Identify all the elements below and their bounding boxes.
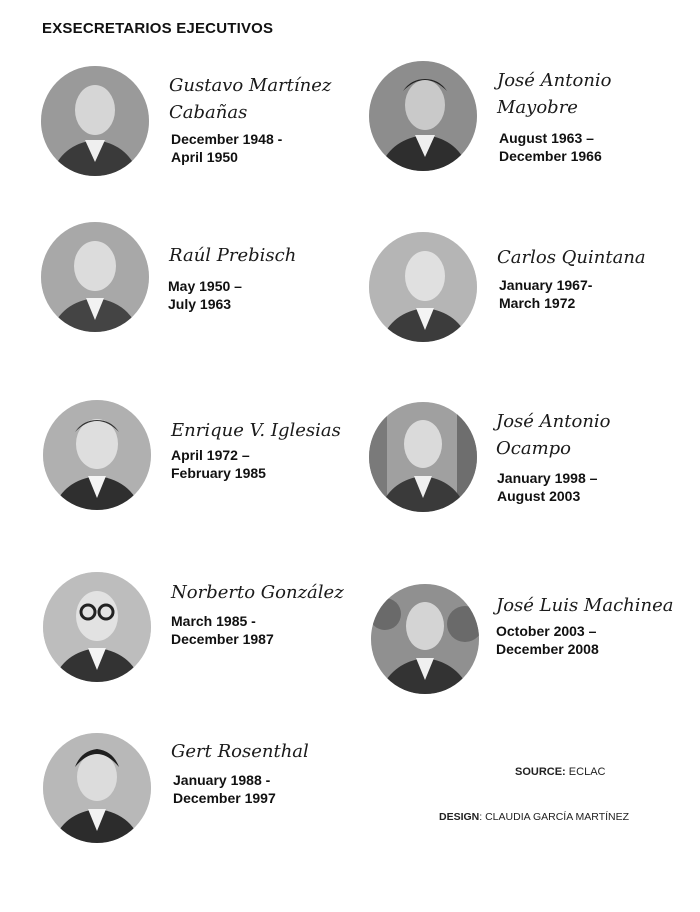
person-card-quintana <box>369 232 699 352</box>
portrait-photo <box>41 66 149 176</box>
term-dates <box>171 130 371 166</box>
term-end: August 2003 <box>497 488 581 504</box>
person-name <box>496 408 696 462</box>
source-value: ECLAC <box>568 766 606 778</box>
term-end: July 1963 <box>168 296 232 312</box>
name-line: Cabañas <box>169 102 248 123</box>
name-line: Norberto González <box>171 582 344 603</box>
term-dates <box>499 129 699 165</box>
term-dates <box>497 469 697 505</box>
person-card-gonzalez <box>43 572 373 692</box>
person-name <box>169 242 369 269</box>
term-dates <box>173 771 373 807</box>
term-start: October 2003 – <box>496 623 597 639</box>
portrait-photo <box>43 400 151 510</box>
name-line: Gustavo Martínez <box>169 75 332 96</box>
source-label: SOURCE: <box>515 766 566 778</box>
person-card-ocampo <box>369 402 699 522</box>
term-start: April 1972 – <box>171 447 250 463</box>
design-credit <box>439 811 629 823</box>
term-start: January 1988 - <box>173 772 271 788</box>
person-card-mayobre <box>369 61 699 181</box>
name-line: Ocampo <box>496 438 571 459</box>
name-line: José Luis Machinea <box>496 595 674 616</box>
portrait-photo <box>43 733 151 843</box>
person-name <box>169 72 369 126</box>
person-card-prebisch <box>41 222 371 342</box>
page-title: EXSECRETARIOS EJECUTIVOS <box>42 20 274 37</box>
portrait-silhouette-icon <box>369 61 477 171</box>
term-end: December 1997 <box>173 790 276 806</box>
term-end: December 1966 <box>499 148 602 164</box>
person-name <box>171 579 371 606</box>
portrait-silhouette-icon <box>41 66 149 176</box>
term-dates <box>168 277 368 313</box>
portrait-photo <box>369 402 477 512</box>
term-dates <box>171 612 371 648</box>
name-line: Raúl Prebisch <box>169 245 297 266</box>
person-card-martinez <box>41 66 371 186</box>
person-card-iglesias <box>43 400 373 520</box>
portrait-silhouette-icon <box>41 222 149 332</box>
term-start: May 1950 – <box>168 278 242 294</box>
person-card-rosenthal <box>43 733 373 853</box>
term-start: August 1963 – <box>499 130 594 146</box>
source-credit <box>515 766 605 778</box>
term-end: December 2008 <box>496 641 599 657</box>
term-start: December 1948 - <box>171 131 283 147</box>
term-dates <box>171 446 371 482</box>
term-start: January 1998 – <box>497 470 598 486</box>
person-name <box>171 738 371 765</box>
portrait-silhouette-icon <box>371 584 479 694</box>
term-dates <box>499 276 699 312</box>
term-end: December 1987 <box>171 631 274 647</box>
term-start: March 1985 - <box>171 613 256 629</box>
portrait-photo <box>371 584 479 694</box>
name-line: Carlos Quintana <box>497 247 646 268</box>
portrait-silhouette-icon <box>43 572 151 682</box>
term-end: April 1950 <box>171 149 238 165</box>
person-card-machinea <box>371 584 700 704</box>
portrait-silhouette-icon <box>369 232 477 342</box>
person-name <box>496 592 700 619</box>
name-line: José Antonio <box>496 411 611 432</box>
term-dates <box>496 622 696 658</box>
name-line: Enrique V. Iglesias <box>171 420 341 441</box>
portrait-photo <box>369 232 477 342</box>
portrait-photo <box>369 61 477 171</box>
portrait-silhouette-icon <box>43 400 151 510</box>
person-name <box>497 244 697 271</box>
portrait-silhouette-icon <box>369 402 477 512</box>
name-line: Gert Rosenthal <box>171 741 309 762</box>
person-name <box>497 67 697 121</box>
design-value: : CLAUDIA GARCÍA MARTÍNEZ <box>479 811 630 823</box>
term-start: January 1967- <box>499 277 593 293</box>
design-label: DESIGN <box>439 811 480 823</box>
name-line: José Antonio <box>497 70 612 91</box>
term-end: March 1972 <box>499 295 576 311</box>
portrait-photo <box>43 572 151 682</box>
term-end: February 1985 <box>171 465 266 481</box>
name-line: Mayobre <box>497 97 578 118</box>
portrait-silhouette-icon <box>43 733 151 843</box>
portrait-photo <box>41 222 149 332</box>
person-name <box>171 417 371 444</box>
